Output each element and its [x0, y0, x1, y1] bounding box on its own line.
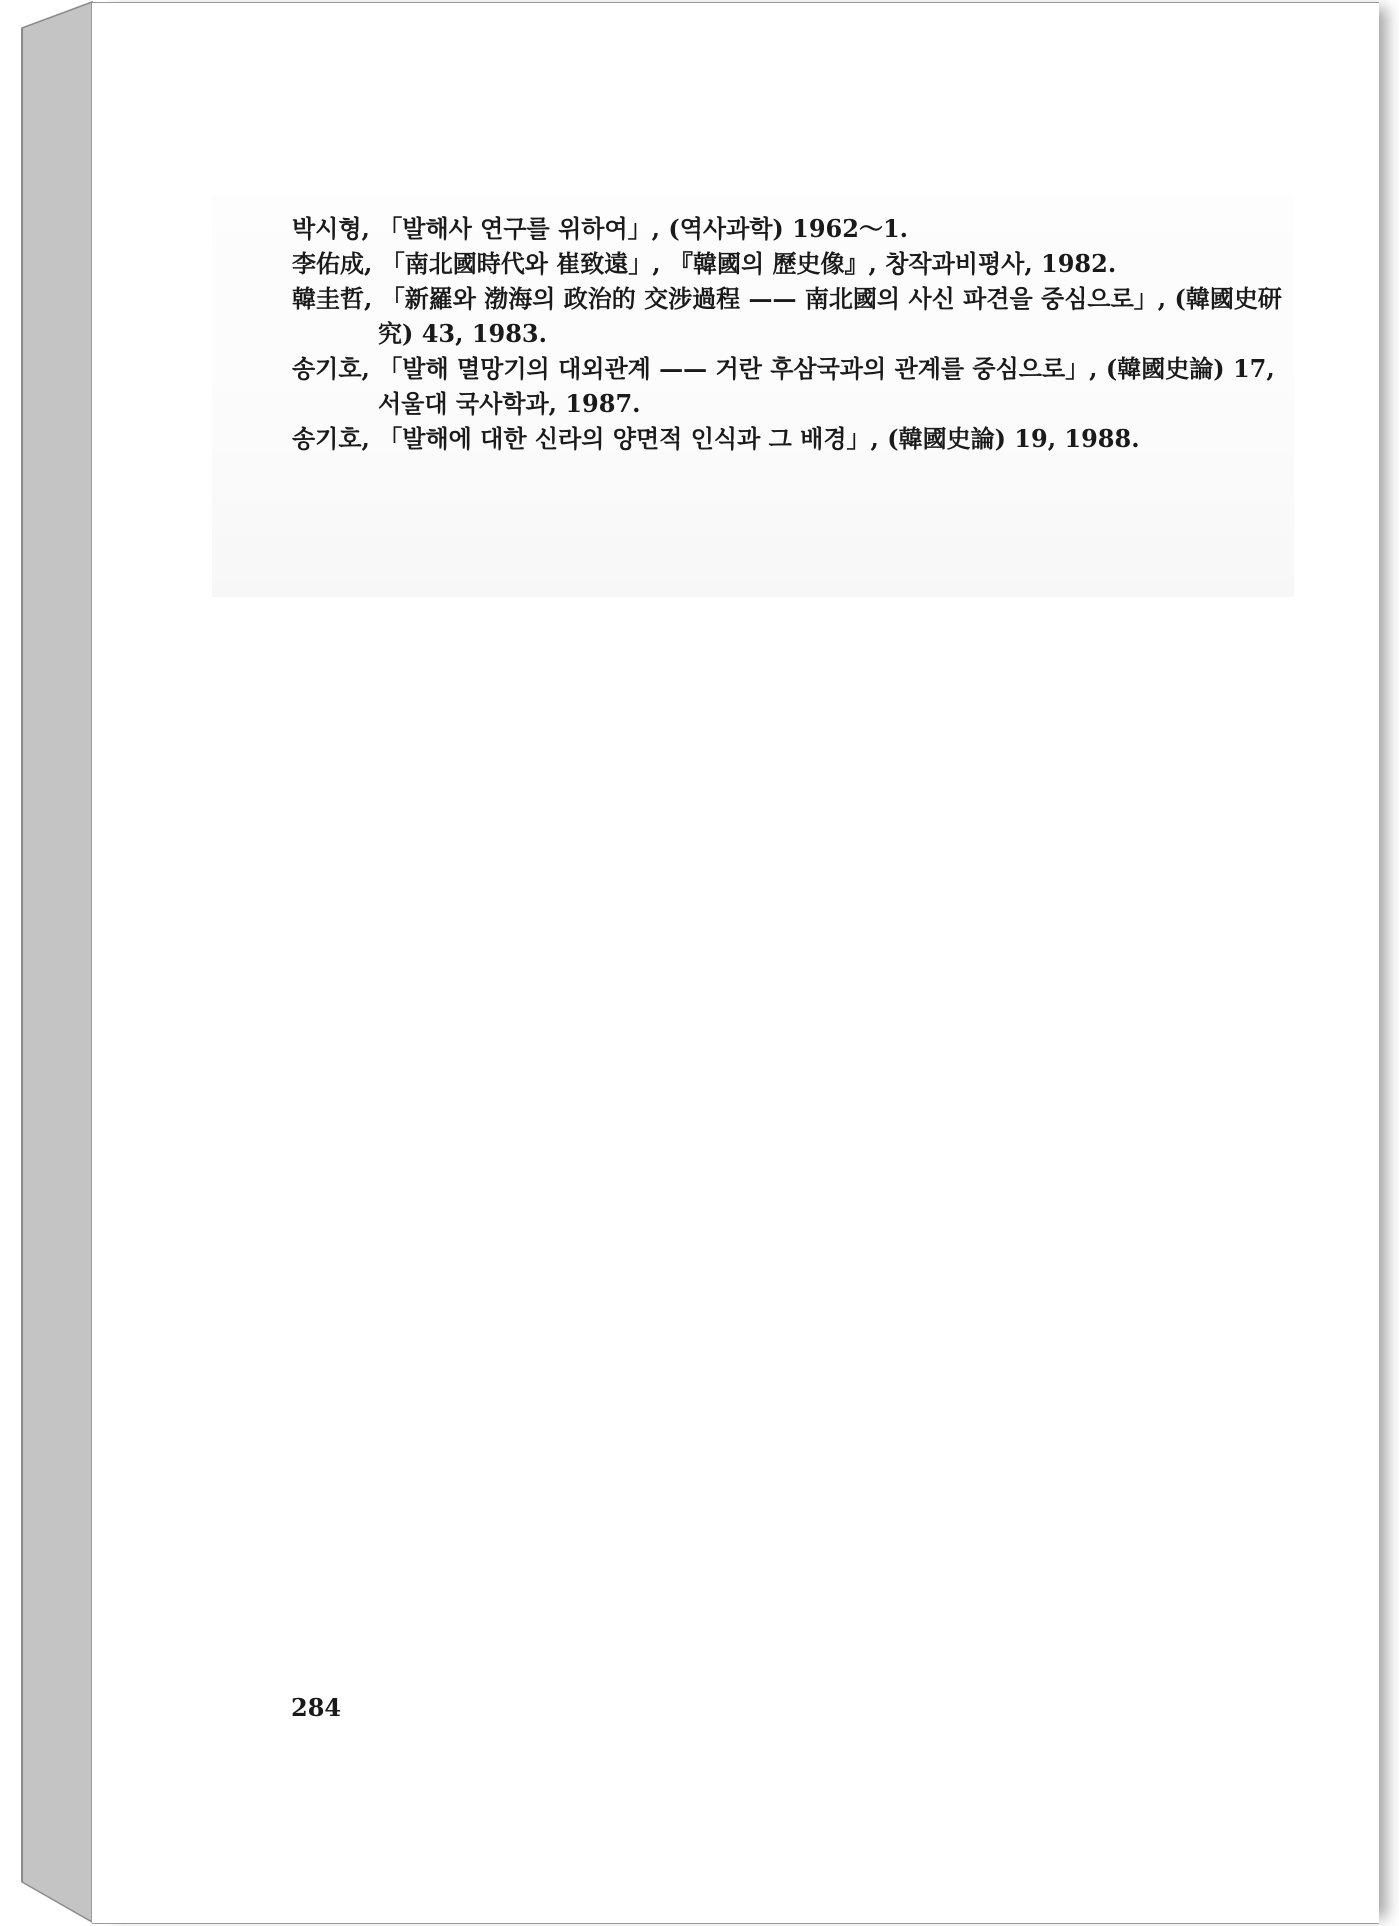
reference-entry: 韓圭哲, 「新羅와 渤海의 政治的 交涉過程 —— 南北國의 사신 파견을 중심으로」, (韓國史研究) 43, 1983.: [292, 284, 1282, 348]
document-page: [92, 2, 1379, 1924]
reference-entry: 송기호, 「발해에 대한 신라의 양면적 인식과 그 배경」, (韓國史論) 19, 1988.: [292, 424, 1140, 453]
page-number: 284: [291, 1693, 342, 1722]
reference-entry: 李佑成, 「南北國時代와 崔致遠」, 『韓國의 歷史像』, 창작과비평사, 1982.: [292, 249, 1117, 278]
reference-entry: 송기호, 「발해 멸망기의 대외관계 —— 거란 후삼국과의 관계를 중심으로」, (韓國史論) 17, 서울대 국사학과, 1987.: [292, 354, 1275, 418]
book-spine: [0, 0, 100, 1926]
bibliography-list: [292, 211, 1292, 456]
reference-entry: 박시형, 「발해사 연구를 위하여」, (역사과학) 1962～1.: [292, 214, 908, 243]
